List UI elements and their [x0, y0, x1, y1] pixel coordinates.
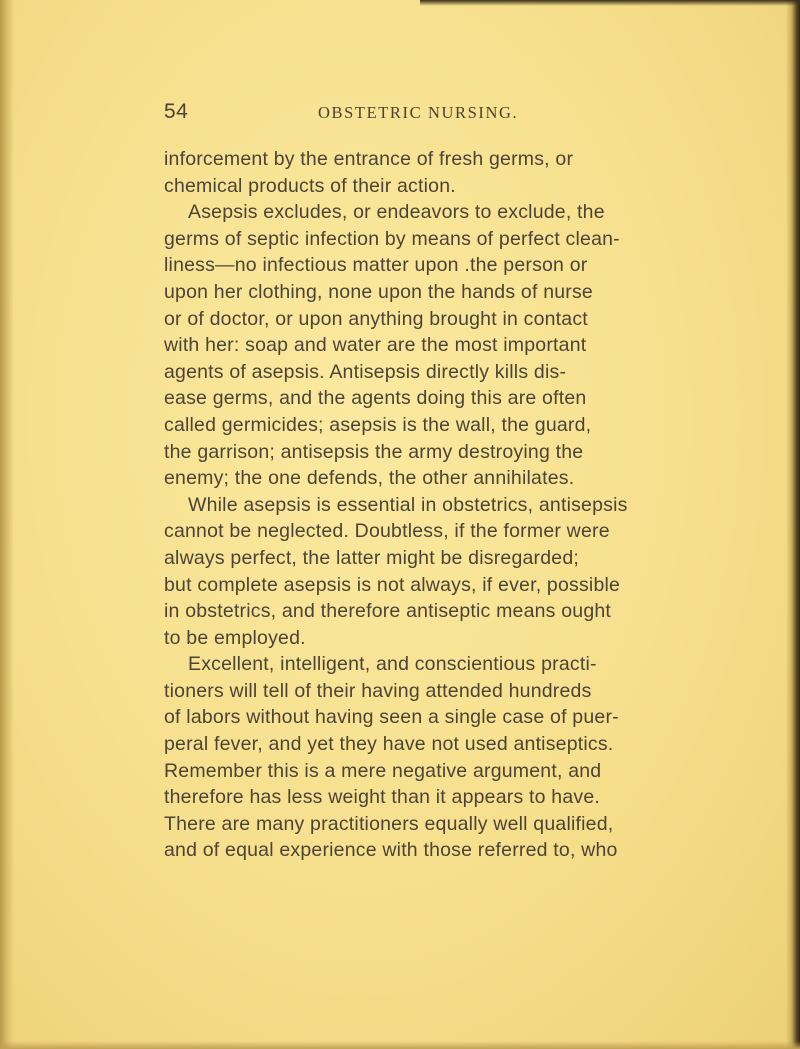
text-line: peral fever, and yet they have not used antiseptics.	[164, 733, 614, 756]
text-line: the garrison; antisepsis the army destroying the	[164, 440, 584, 463]
text-line: Remember this is a mere negative argument, and	[164, 759, 602, 782]
text-line: always perfect, the latter might be disregarded;	[164, 546, 579, 569]
page-gutter-shadow	[0, 0, 14, 1049]
text-line: liness—no infectious matter upon .the person or	[164, 254, 588, 277]
running-title: OBSTETRIC NURSING.	[318, 103, 519, 122]
text-line: of labors without having seen a single case of puer-	[164, 706, 619, 729]
text-line: ease germs, and the agents doing this are often	[164, 387, 587, 410]
text-line: tioners will tell of their having attended hundreds	[164, 679, 592, 702]
text-line: in obstetrics, and therefore antiseptic means ought	[164, 600, 612, 623]
text-line: germs of septic infection by means of perfect clean-	[164, 227, 620, 250]
text-line: There are many practitioners equally well qualified,	[164, 812, 614, 835]
page-top-edge	[420, 0, 800, 6]
page-number: 54	[164, 100, 189, 123]
text-line: chemical products of their action.	[164, 174, 456, 197]
text-line: to be employed.	[164, 626, 306, 649]
text-line: enemy; the one defends, the other annihilates.	[164, 467, 575, 490]
page-edge-shadow	[786, 0, 800, 1049]
text-line: Asepsis excludes, or endeavors to exclude, the	[188, 201, 605, 224]
text-line: but complete asepsis is not always, if ever, possible	[164, 573, 621, 596]
text-line: called germicides; asepsis is the wall, the guard,	[164, 413, 592, 436]
text-line: Excellent, intelligent, and conscientious practi-	[188, 653, 597, 676]
text-line: or of doctor, or upon anything brought in contact	[164, 307, 588, 330]
text-line: with her: soap and water are the most important	[164, 334, 587, 357]
page-bottom-edge	[0, 1041, 800, 1049]
body-text	[164, 146, 684, 864]
text-line: agents of asepsis. Antisepsis directly kills dis-	[164, 360, 567, 383]
text-line: inforcement by the entrance of fresh germs, or	[164, 148, 574, 170]
text-line: therefore has less weight than it appears to have.	[164, 786, 601, 809]
text-line: While asepsis is essential in obstetrics, antisepsis	[188, 493, 628, 516]
text-line: and of equal experience with those referred to, who	[164, 839, 618, 862]
text-line: upon her clothing, none upon the hands of nurse	[164, 280, 593, 303]
running-head	[164, 100, 584, 130]
text-line: cannot be neglected. Doubtless, if the former were	[164, 520, 610, 543]
